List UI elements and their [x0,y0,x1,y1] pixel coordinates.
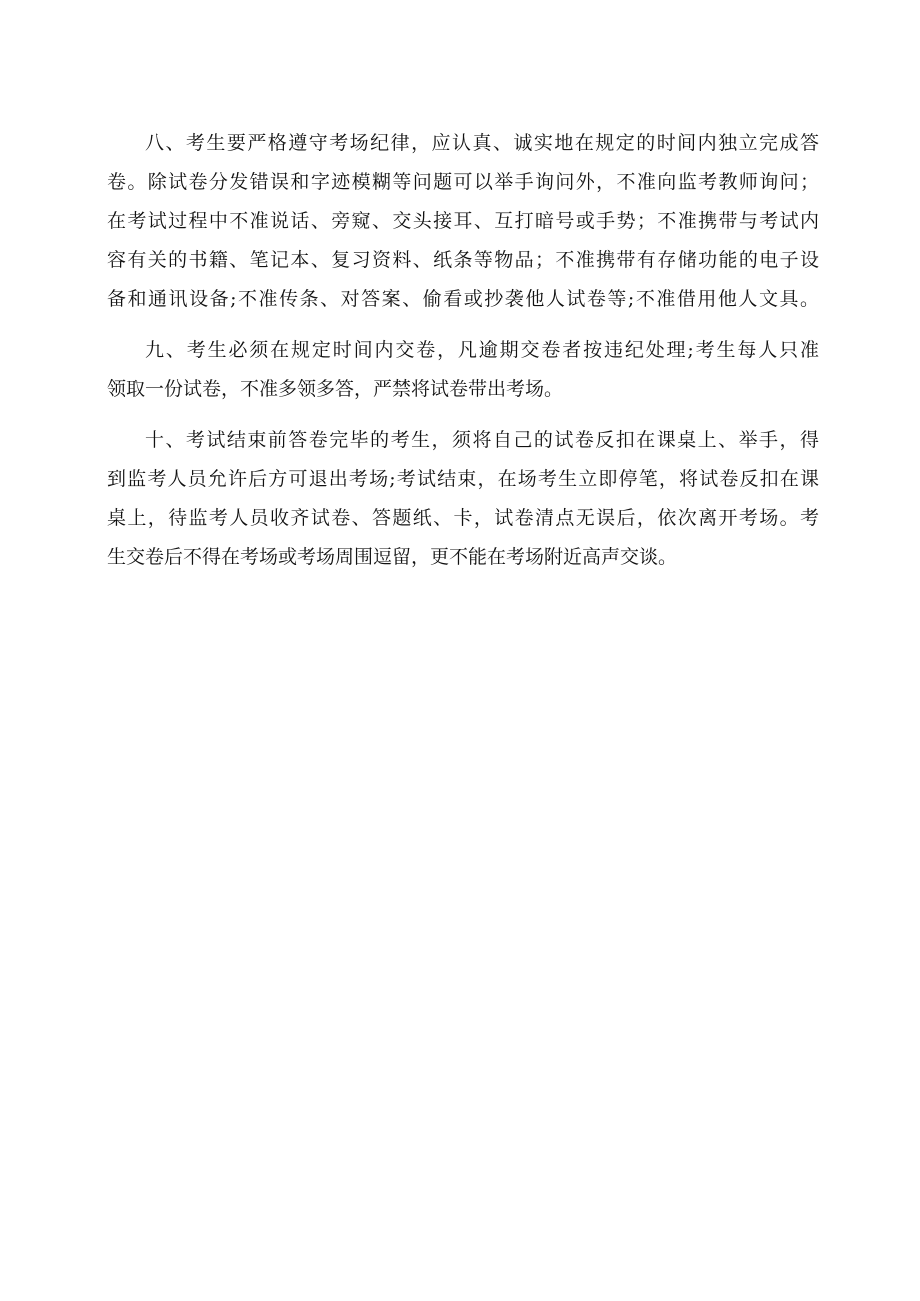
paragraph-rule-10 [107,421,819,577]
paragraph-line: 九、考生必须在规定时间内交卷，凡逾期交卷者按违纪处理;考生每人只准 [145,339,819,361]
paragraph-rule-9 [107,331,819,409]
paragraph-line: 到监考人员允许后方可退出考场;考试结束，在场考生立即停笔，将试卷反扣在课 [107,468,819,490]
paragraph-line: 八、考生要严格遵守考场纪律，应认真、诚实地在规定的时间内独立完成答 [145,132,819,154]
paragraph-line: 十、考试结束前答卷完毕的考生，须将自己的试卷反扣在课桌上、举手，得 [145,429,819,451]
paragraph-line: 领取一份试卷，不准多领多答，严禁将试卷带出考场。 [107,378,564,400]
paragraph-line: 备和通讯设备;不准传条、对答案、偷看或抄袭他人试卷等;不准借用他人文具。 [107,288,819,310]
document-body [107,124,819,589]
paragraph-line: 卷。除试卷分发错误和字迹模糊等问题可以举手询问外，不准向监考教师询问； [107,171,819,193]
paragraph-line: 容有关的书籍、笔记本、复习资料、纸条等物品；不准携带有存储功能的电子设 [107,249,819,271]
paragraph-line: 在考试过程中不准说话、旁窥、交头接耳、互打暗号或手势；不准携带与考试内 [107,210,819,232]
paragraph-line: 生交卷后不得在考场或考场周围逗留，更不能在考场附近高声交谈。 [107,546,678,568]
paragraph-rule-8 [107,124,819,319]
paragraph-line: 桌上，待监考人员收齐试卷、答题纸、卡，试卷清点无误后，依次离开考场。考 [107,507,819,529]
